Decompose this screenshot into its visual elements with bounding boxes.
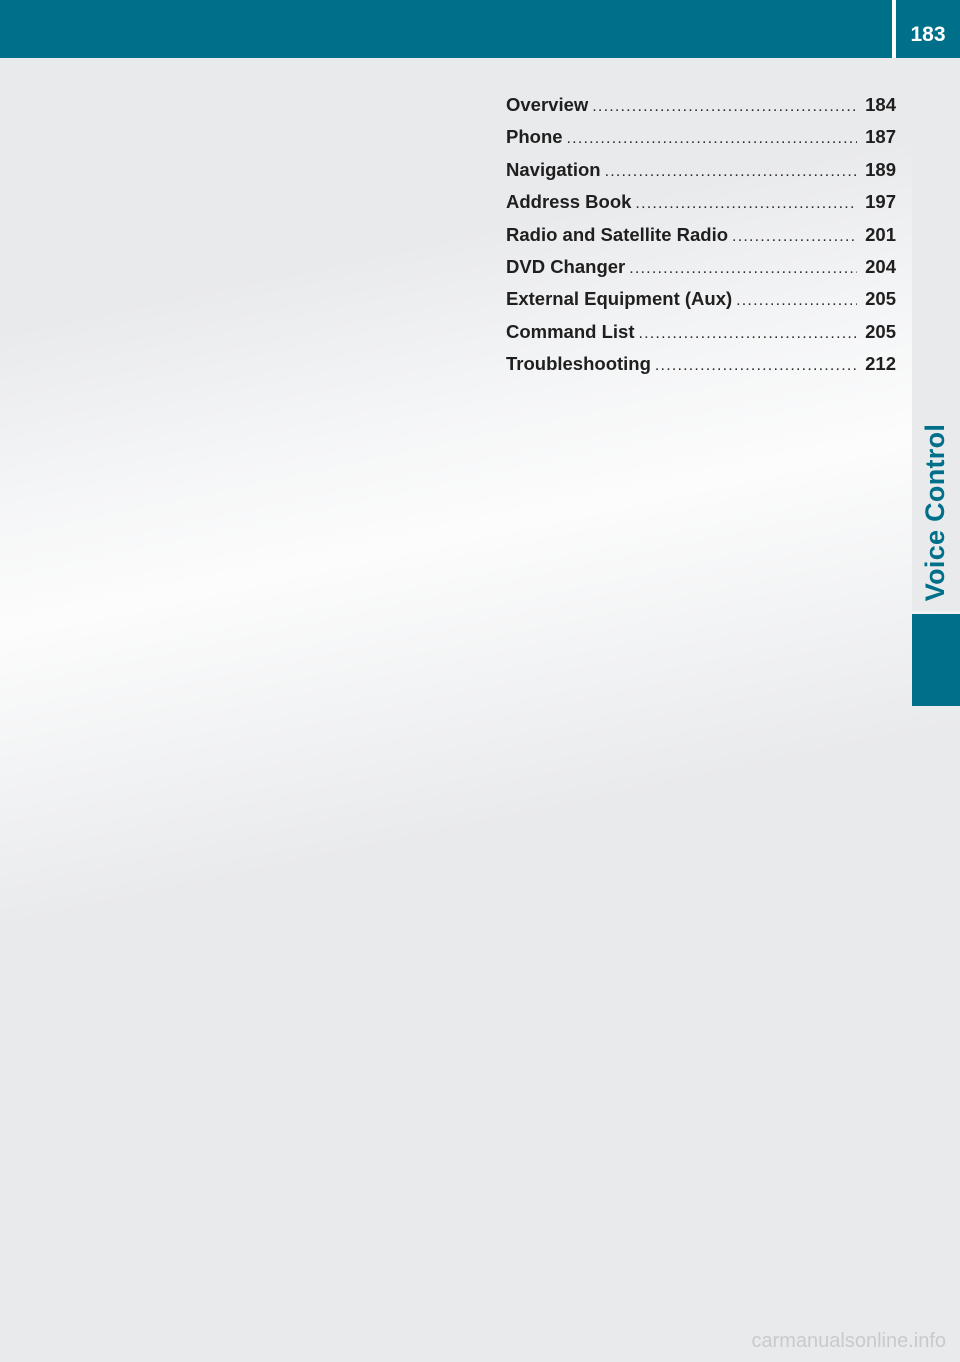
header-bar [0,0,960,58]
toc-leader-dots [629,260,857,278]
toc-entry-page: 205 [865,288,896,310]
toc-leader-dots [732,228,857,246]
toc-leader-dots [567,130,858,148]
toc-leader-dots [638,325,857,343]
toc-entry-external-equipment[interactable] [506,288,896,320]
toc-entry-title: Navigation [506,158,601,180]
toc-leader-dots [635,195,857,213]
section-tab-label: Voice Control [920,423,951,601]
toc-entry-title: Overview [506,94,589,115]
toc-entry-dvd-changer[interactable] [506,256,896,288]
toc-entry-page: 212 [865,353,896,375]
toc-entry-radio[interactable] [506,224,896,256]
toc-entry-title: Phone [506,126,563,148]
toc-entry-page: 189 [865,158,896,180]
section-tab-marker [912,614,960,706]
toc-leader-dots [592,98,857,116]
toc-entry-page: 184 [865,94,896,115]
toc-entry-title: External Equipment (Aux) [506,288,733,310]
toc-entry-troubleshooting[interactable] [506,353,896,385]
table-of-contents [506,94,896,386]
toc-leader-dots [655,357,857,375]
toc-entry-page: 201 [865,223,896,245]
toc-entry-title: DVD Changer [506,255,626,277]
toc-entry-command-list[interactable] [506,321,896,353]
toc-entry-title: Address Book [506,191,632,213]
toc-entry-page: 197 [865,191,896,213]
toc-entry-page: 205 [865,320,896,342]
toc-leader-dots [605,163,858,181]
toc-leader-dots [736,292,857,310]
toc-entry-title: Command List [506,320,635,342]
section-tab [912,412,960,612]
page-number: 183 [910,23,946,46]
toc-entry-overview[interactable] [506,94,896,126]
toc-entry-title: Troubleshooting [506,353,651,375]
watermark: carmanualsonline.info [751,1330,946,1352]
toc-entry-page: 187 [865,126,896,148]
toc-entry-navigation[interactable] [506,159,896,191]
toc-entry-page: 204 [865,255,896,277]
toc-entry-phone[interactable] [506,126,896,158]
toc-entry-title: Radio and Satellite Radio [506,223,729,245]
toc-entry-address-book[interactable] [506,191,896,223]
